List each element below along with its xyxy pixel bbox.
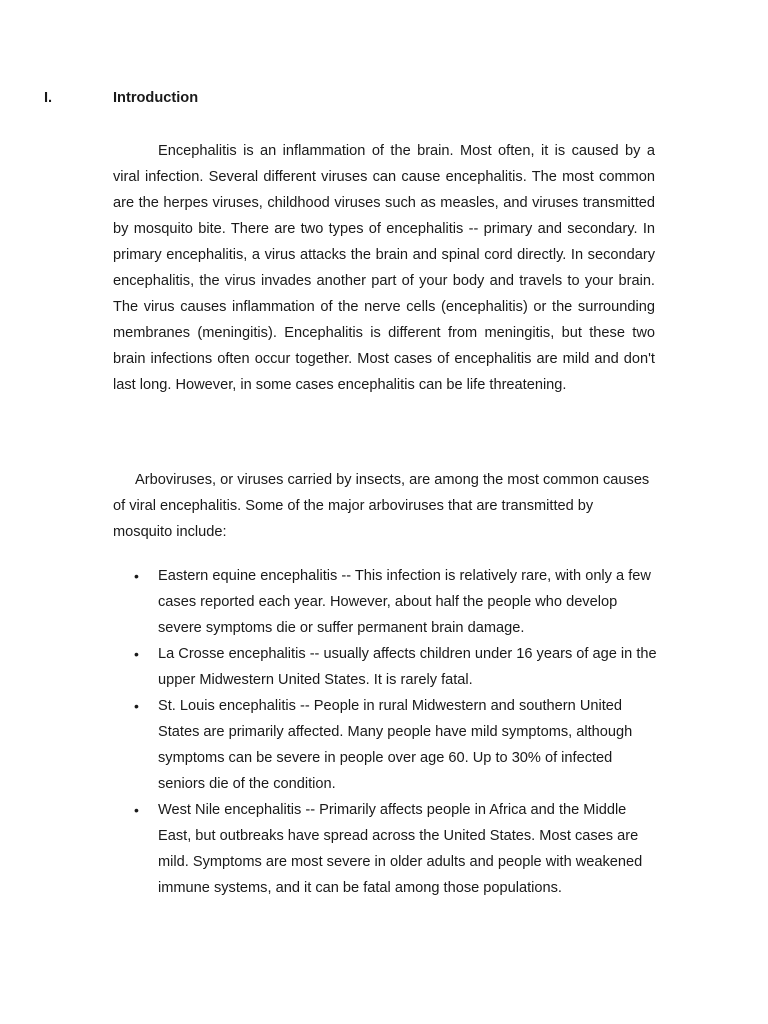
list-item-text: La Crosse encephalitis -- usually affects children under 16 years of age in the upper Midwestern United States. It is rarely fatal. — [158, 646, 657, 688]
bullet-icon: • — [134, 568, 139, 584]
bullet-icon: • — [134, 646, 139, 662]
list-item — [113, 563, 658, 641]
bullet-icon: • — [134, 698, 139, 714]
arbovirus-list — [113, 563, 658, 901]
intro-paragraph: Encephalitis is an inflammation of the brain. Most often, it is caused by a viral infection. Several different viruses can cause encephalitis. The most common are the herpes viruses, childhood viruses such as measles, and viruses transmitted by mosquito bite. There are two types of encephalitis -- primary and secondary. In primary encephalitis, a virus attacks the brain and spinal cord directly. In secondary encephalitis, the virus invades another part of your body and travels to your brain. The virus causes inflammation of the nerve cells (encephalitis) or the surrounding membranes (meningitis). Encephalitis is different from meningitis, but these two brain infections often occur together. Most cases of encephalitis are mild and don't last long. However, in some cases encephalitis can be life threatening. — [113, 143, 655, 393]
list-item-text: St. Louis encephalitis -- People in rural Midwestern and southern United States are primarily affected. Many people have mild symptoms, although symptoms can be severe in people over age 60. Up to 30% of infected seniors die of the condition. — [158, 698, 633, 792]
bullet-icon: • — [134, 802, 139, 818]
section-heading — [44, 90, 684, 110]
list-item — [113, 693, 658, 797]
list-item — [113, 641, 658, 693]
section-title: Introduction — [113, 90, 199, 106]
list-item-text: Eastern equine encephalitis -- This infection is relatively rare, with only a few cases reported each year. However, about half the people who develop severe symptoms die or suffer permanent brain damage. — [158, 568, 651, 636]
list-item-text: West Nile encephalitis -- Primarily affects people in Africa and the Middle East, but outbreaks have spread across the United States. Most cases are mild. Symptoms are most severe in older adults and people with weakened immune systems, and it can be fatal among those populations. — [158, 802, 643, 896]
arbovirus-paragraph: Arboviruses, or viruses carried by insects, are among the most common causes of viral encephalitis. Some of the major arboviruses that are transmitted by mosquito include: — [113, 472, 650, 540]
list-item — [113, 797, 658, 901]
section-number: I. — [44, 90, 53, 106]
